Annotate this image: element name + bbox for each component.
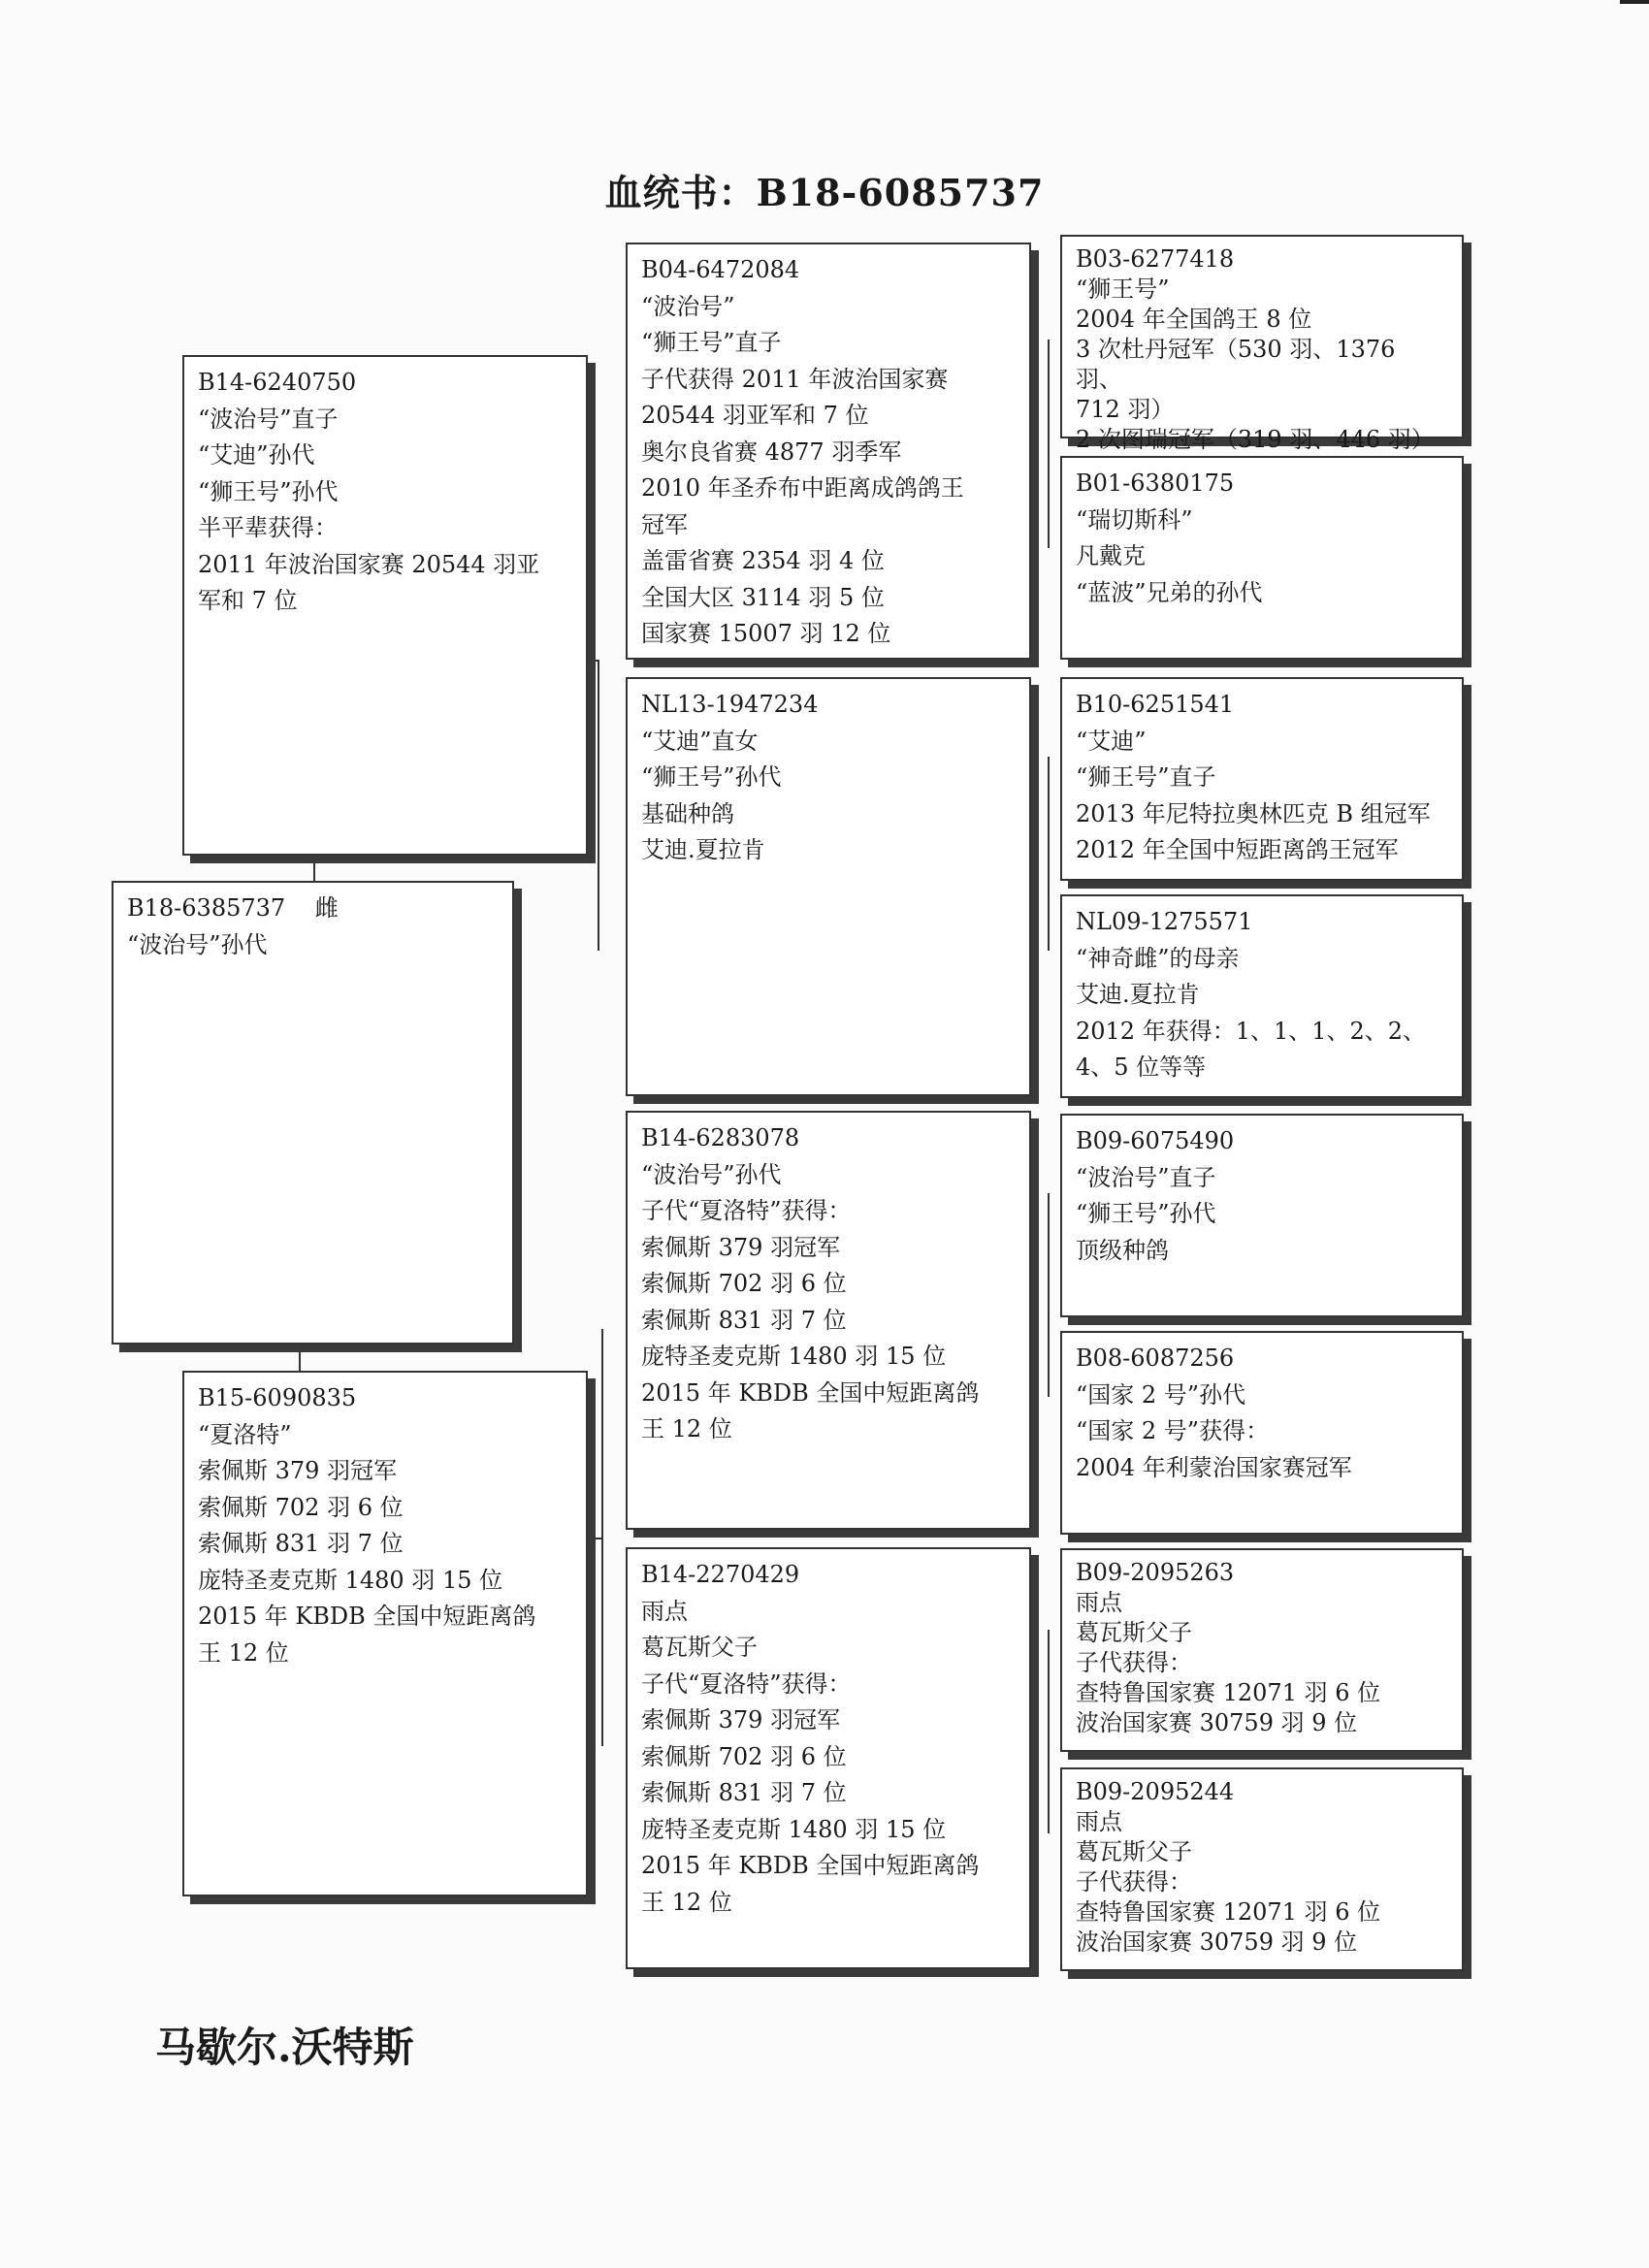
dam-sire-line: 王 12 位 <box>641 1415 732 1442</box>
ggp5-line: “波治号”直子 <box>1076 1163 1216 1191</box>
sire-dam-line: “狮王号”孙代 <box>641 763 782 791</box>
subject-line: “波治号”孙代 <box>127 930 268 958</box>
scan-edge-mark <box>1620 0 1649 4</box>
sire-sire-line: 盖雷省赛 2354 羽 4 位 <box>641 547 885 574</box>
sire-box <box>182 355 588 856</box>
ggp1-line: 3 次杜丹冠军（530 羽、1376 羽、 <box>1076 336 1404 393</box>
sire-line: “波治号”直子 <box>198 405 339 433</box>
sire-sire-line: 奥尔良省赛 4877 羽季军 <box>641 437 902 466</box>
ggp2-ring: B01-6380175 <box>1076 470 1235 497</box>
sire-line: 军和 7 位 <box>198 587 298 614</box>
connector <box>1048 340 1050 548</box>
dam-sire-line: 庞特圣麦克斯 1480 羽 15 位 <box>641 1343 947 1370</box>
dam-line: 2015 年 KBDB 全国中短距离鸽 <box>198 1603 536 1630</box>
ggp1-line: “狮王号” <box>1076 275 1170 303</box>
ggp3-line: 2012 年全国中短距离鸽王冠军 <box>1076 836 1399 863</box>
connector <box>1048 1630 1050 1833</box>
ggp5-line: 顶级种鸽 <box>1076 1236 1169 1264</box>
sire-ring: B14-6240750 <box>198 369 357 396</box>
great-grandparent-box-7 <box>1060 1548 1464 1752</box>
dam-line: 索佩斯 831 羽 7 位 <box>198 1530 404 1557</box>
sire-dam-ring: NL13-1947234 <box>641 691 819 718</box>
dam-line: 索佩斯 379 羽冠军 <box>198 1457 398 1484</box>
ggp4-line: 艾迪.夏拉肯 <box>1076 981 1200 1008</box>
great-grandparent-box-6 <box>1060 1331 1464 1535</box>
ggp8-line: 波治国家赛 30759 羽 9 位 <box>1076 1928 1358 1956</box>
dam-dam-line: 索佩斯 702 羽 6 位 <box>641 1742 847 1770</box>
dam-sire-line: 子代“夏洛特”获得： <box>641 1197 852 1224</box>
dam-line: “夏洛特” <box>198 1420 292 1448</box>
dam-sire-line: “波治号”孙代 <box>641 1160 782 1188</box>
connector <box>1048 1193 1050 1397</box>
sire-dam-line: “艾迪”直女 <box>641 727 759 755</box>
dam-dam-line: 雨点 <box>641 1597 688 1625</box>
connector <box>588 1538 603 1539</box>
dam-ring: B15-6090835 <box>198 1384 357 1411</box>
ggp6-line: “国家 2 号”获得： <box>1076 1417 1270 1444</box>
ggp7-line: 波治国家赛 30759 羽 9 位 <box>1076 1709 1358 1736</box>
sire-dam-line: 基础种鸽 <box>641 799 734 827</box>
ggp2-line: 凡戴克 <box>1076 542 1146 569</box>
sire-dam-line: 艾迪.夏拉肯 <box>641 836 765 863</box>
ggp4-line: 2012 年获得：1、1、1、2、2、 <box>1076 1017 1427 1045</box>
great-grandparent-box-8 <box>1060 1767 1464 1971</box>
sire-line: 2011 年波治国家赛 20544 羽亚 <box>198 550 540 578</box>
sire-sire-line: 国家赛 15007 羽 12 位 <box>641 620 891 647</box>
page-title: 血统书：B18-6085737 <box>604 171 1045 214</box>
dam-sire-line: 索佩斯 831 羽 7 位 <box>641 1306 847 1334</box>
sire-sire-line: 全国大区 3114 羽 5 位 <box>641 583 885 611</box>
dam-dam-line: 王 12 位 <box>641 1888 732 1916</box>
sire-sire-line: 20544 羽亚军和 7 位 <box>641 402 869 429</box>
ggp1-ring: B03-6277418 <box>1076 245 1235 273</box>
ggp7-line: 雨点 <box>1076 1589 1122 1616</box>
dam-sire-box <box>626 1111 1031 1530</box>
sire-sire-line: 2010 年圣乔布中距离成鸽鸽王 <box>641 474 964 502</box>
ggp5-ring: B09-6075490 <box>1076 1127 1235 1154</box>
ggp4-line: 4、5 位等等 <box>1076 1053 1207 1081</box>
ggp1-line: 2 次图瑞冠军（319 羽、446 羽） <box>1076 426 1435 453</box>
sire-sire-line: 冠军 <box>641 510 688 538</box>
ggp8-line: 查特鲁国家赛 12071 羽 6 位 <box>1076 1898 1381 1926</box>
great-grandparent-box-2 <box>1060 456 1464 660</box>
sire-line: “狮王号”孙代 <box>198 477 339 505</box>
dam-dam-box <box>626 1547 1031 1969</box>
sire-sire-box <box>626 243 1031 660</box>
ggp6-line: “国家 2 号”孙代 <box>1076 1380 1246 1409</box>
ggp7-line: 查特鲁国家赛 12071 羽 6 位 <box>1076 1679 1381 1706</box>
dam-dam-line: 索佩斯 379 羽冠军 <box>641 1706 841 1733</box>
sire-dam-box <box>626 677 1031 1096</box>
ggp8-line: 葛瓦斯父子 <box>1076 1838 1192 1865</box>
ggp3-ring: B10-6251541 <box>1076 691 1235 718</box>
connector <box>299 1344 301 1373</box>
dam-dam-line: 索佩斯 831 羽 7 位 <box>641 1779 847 1806</box>
ggp3-line: “狮王号”直子 <box>1076 763 1216 791</box>
connector <box>588 660 599 662</box>
ggp5-line: “狮王号”孙代 <box>1076 1200 1216 1227</box>
dam-line: 庞特圣麦克斯 1480 羽 15 位 <box>198 1566 503 1594</box>
ggp1-line: 2004 年全国鸽王 8 位 <box>1076 306 1312 333</box>
great-grandparent-box-3 <box>1060 677 1464 881</box>
sire-sire-ring: B04-6472084 <box>641 256 800 283</box>
sire-sire-line: 子代获得 2011 年波治国家赛 <box>641 365 949 393</box>
great-grandparent-box-1 <box>1060 235 1464 453</box>
subject-box <box>112 881 514 1345</box>
great-grandparent-box-4 <box>1060 894 1464 1098</box>
sire-sire-line: “波治号” <box>641 292 735 320</box>
ggp7-ring: B09-2095263 <box>1076 1559 1235 1586</box>
dam-dam-line: 2015 年 KBDB 全国中短距离鸽 <box>641 1852 980 1879</box>
ggp8-line: 雨点 <box>1076 1808 1122 1835</box>
ggp3-line: 2013 年尼特拉奥林匹克 B 组冠军 <box>1076 799 1431 827</box>
ggp1-line: 712 羽） <box>1076 396 1175 423</box>
ggp4-ring: NL09-1275571 <box>1076 908 1253 935</box>
great-grandparent-box-5 <box>1060 1114 1464 1317</box>
dam-sire-line: 2015 年 KBDB 全国中短距离鸽 <box>641 1378 980 1407</box>
connector <box>1048 757 1050 951</box>
dam-dam-ring: B14-2270429 <box>641 1561 800 1588</box>
dam-dam-line: 庞特圣麦克斯 1480 羽 15 位 <box>641 1815 947 1843</box>
ggp7-line: 葛瓦斯父子 <box>1076 1619 1192 1646</box>
subject-ring: B18-6385737 雌 <box>127 894 339 922</box>
ggp8-line: 子代获得： <box>1076 1868 1192 1895</box>
connector <box>598 660 599 951</box>
dam-box <box>182 1371 588 1896</box>
dam-dam-line: 葛瓦斯父子 <box>641 1634 758 1661</box>
connector <box>313 854 315 883</box>
ggp2-line: “瑞切斯科” <box>1076 505 1193 534</box>
dam-line: 索佩斯 702 羽 6 位 <box>198 1493 404 1521</box>
dam-dam-line: 子代“夏洛特”获得： <box>641 1669 852 1698</box>
dam-sire-ring: B14-6283078 <box>641 1124 800 1151</box>
dam-sire-line: 索佩斯 702 羽 6 位 <box>641 1270 847 1297</box>
sire-line: 半平辈获得： <box>198 514 338 541</box>
ggp2-line: “蓝波”兄弟的孙代 <box>1076 578 1263 606</box>
sire-sire-line: “狮王号”直子 <box>641 329 782 356</box>
ggp6-ring: B08-6087256 <box>1076 1345 1235 1372</box>
dam-sire-line: 索佩斯 379 羽冠军 <box>641 1233 841 1261</box>
sire-line: “艾迪”孙代 <box>198 441 315 469</box>
ggp4-line: “神奇雌”的母亲 <box>1076 944 1240 972</box>
dam-line: 王 12 位 <box>198 1638 289 1667</box>
ggp7-line: 子代获得： <box>1076 1649 1192 1676</box>
ggp3-line: “艾迪” <box>1076 727 1147 755</box>
ggp8-ring: B09-2095244 <box>1076 1778 1235 1805</box>
ggp6-line: 2004 年利蒙治国家赛冠军 <box>1076 1453 1352 1481</box>
breeder-name: 马歇尔.沃特斯 <box>155 2024 414 2071</box>
